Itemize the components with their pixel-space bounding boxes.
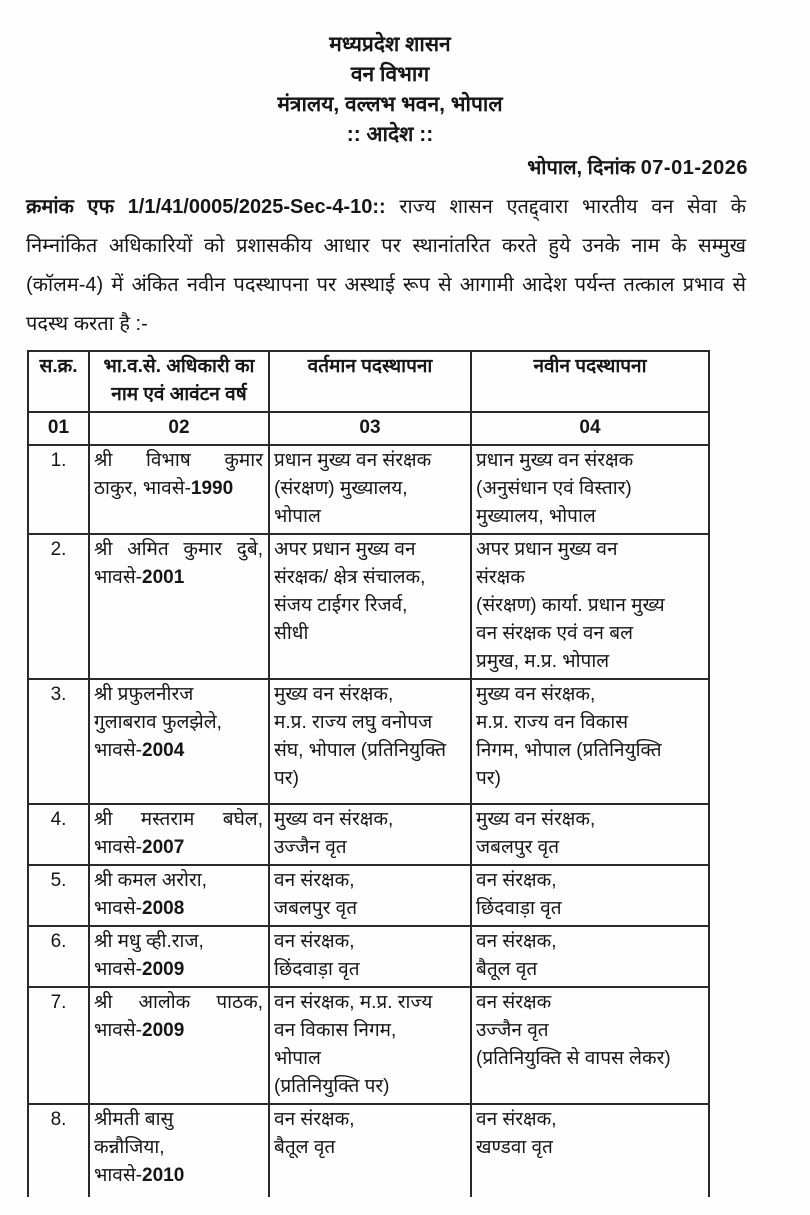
col-header-serial: स.क्र. <box>28 351 89 412</box>
officer-name-cell: श्री प्रफुलनीरज गुलाबराव फुलझेले, भावसे-2004 <box>89 679 269 804</box>
column-number-03: 03 <box>269 412 471 445</box>
order-reference-number: क्रमांक एफ 1/1/41/0005/2025-Sec-4-10:: <box>26 196 386 218</box>
serial-number-cell: 1. <box>28 445 89 534</box>
table-header-row <box>28 351 709 412</box>
serial-number-cell: 6. <box>28 926 89 987</box>
order-date: 07-01-2026 <box>640 157 748 179</box>
new-posting-cell: वन संरक्षक, छिंदवाड़ा वृत <box>471 865 709 926</box>
current-posting-cell: वन संरक्षक, बैतूल वृत <box>269 1104 471 1197</box>
government-name: मध्यप्रदेश शासन <box>329 33 451 56</box>
officer-row <box>28 445 709 534</box>
current-posting-cell: वन संरक्षक, जबलपुर वृत <box>269 865 471 926</box>
new-posting-cell: मुख्य वन संरक्षक, जबलपुर वृत <box>471 804 709 865</box>
col-header-officer-name: भा.व.से. अधिकारी का नाम एवं आवंटन वर्ष <box>89 351 269 412</box>
current-posting-cell: वन संरक्षक, छिंदवाड़ा वृत <box>269 926 471 987</box>
column-number-row <box>28 412 709 445</box>
serial-number-cell: 3. <box>28 679 89 804</box>
serial-number-cell: 5. <box>28 865 89 926</box>
new-posting-cell: वन संरक्षक, बैतूल वृत <box>471 926 709 987</box>
officer-name-cell: श्री मधु व्ही.राज, भावसे-2009 <box>89 926 269 987</box>
current-posting-cell: वन संरक्षक, म.प्र. राज्य वन विकास निगम, भोपाल (प्रतिनियुक्ति पर) <box>269 987 471 1104</box>
officer-row <box>28 926 709 987</box>
col-header-current-posting: वर्तमान पदस्थापना <box>269 351 471 412</box>
order-intro-paragraph <box>26 188 746 344</box>
officer-row <box>28 865 709 926</box>
officer-row <box>28 987 709 1104</box>
column-number-01: 01 <box>28 412 89 445</box>
current-posting-cell: अपर प्रधान मुख्य वन संरक्षक/ क्षेत्र संचालक, संजय टाईगर रिजर्व, सीधी <box>269 534 471 679</box>
officer-row <box>28 804 709 865</box>
serial-number-cell: 8. <box>28 1104 89 1197</box>
col-header-new-posting: नवीन पदस्थापना <box>471 351 709 412</box>
new-posting-cell: वन संरक्षक, खण्डवा वृत <box>471 1104 709 1197</box>
officer-row <box>28 534 709 679</box>
document-header <box>0 0 810 150</box>
transfer-table <box>27 350 710 1197</box>
current-posting-cell: मुख्य वन संरक्षक, उज्जैन वृत <box>269 804 471 865</box>
office-address: मंत्रालय, वल्लभ भवन, भोपाल <box>277 93 503 116</box>
officer-name-cell: श्री मस्तराम बघेल, भावसे-2007 <box>89 804 269 865</box>
serial-number-cell: 4. <box>28 804 89 865</box>
place-date-label: भोपाल, दिनांक <box>527 157 636 179</box>
officer-name-cell: श्रीमती बासु कन्नौजिया, भावसे-2010 <box>89 1104 269 1197</box>
officer-row <box>28 1104 709 1197</box>
column-number-02: 02 <box>89 412 269 445</box>
department-name: वन विभाग <box>350 63 430 86</box>
order-body-text: राज्य शासन एतद्द्वारा भारतीय वन सेवा के निम्नांकित अधिकारियों को प्रशासकीय आधार पर स्थानांतरित करते हुये उनके नाम के सम्मुख (कॉलम-4) में अंकित नवीन पदस्थापना पर अस्थाई रूप से आगामी आदेश पर्यन्त तत्काल प्रभाव से पदस्थ करता है :- <box>26 196 746 335</box>
serial-number-cell: 2. <box>28 534 89 679</box>
current-posting-cell: प्रधान मुख्य वन संरक्षक (संरक्षण) मुख्यालय, भोपाल <box>269 445 471 534</box>
place-date-line <box>0 153 810 183</box>
serial-number-cell: 7. <box>28 987 89 1104</box>
officer-row <box>28 679 709 804</box>
new-posting-cell: अपर प्रधान मुख्य वन संरक्षक (संरक्षण) कार्या. प्रधान मुख्य वन संरक्षक एवं वन बल प्रमुख, म.प्र. भोपाल <box>471 534 709 679</box>
new-posting-cell: प्रधान मुख्य वन संरक्षक (अनुसंधान एवं विस्तार) मुख्यालय, भोपाल <box>471 445 709 534</box>
new-posting-cell: वन संरक्षक उज्जैन वृत (प्रतिनियुक्ति से वापस लेकर) <box>471 987 709 1104</box>
officer-name-cell: श्री अमित कुमार दुबे, भावसे-2001 <box>89 534 269 679</box>
column-number-04: 04 <box>471 412 709 445</box>
current-posting-cell: मुख्य वन संरक्षक, म.प्र. राज्य लघु वनोपज संघ, भोपाल (प्रतिनियुक्ति पर) <box>269 679 471 804</box>
officer-name-cell: श्री विभाष कुमार ठाकुर, भावसे-1990 <box>89 445 269 534</box>
officer-name-cell: श्री कमल अरोरा, भावसे-2008 <box>89 865 269 926</box>
transfer-table-body <box>28 445 709 1197</box>
officer-name-cell: श्री आलोक पाठक, भावसे-2009 <box>89 987 269 1104</box>
new-posting-cell: मुख्य वन संरक्षक, म.प्र. राज्य वन विकास निगम, भोपाल (प्रतिनियुक्ति पर) <box>471 679 709 804</box>
order-title: :: आदेश :: <box>346 123 434 146</box>
